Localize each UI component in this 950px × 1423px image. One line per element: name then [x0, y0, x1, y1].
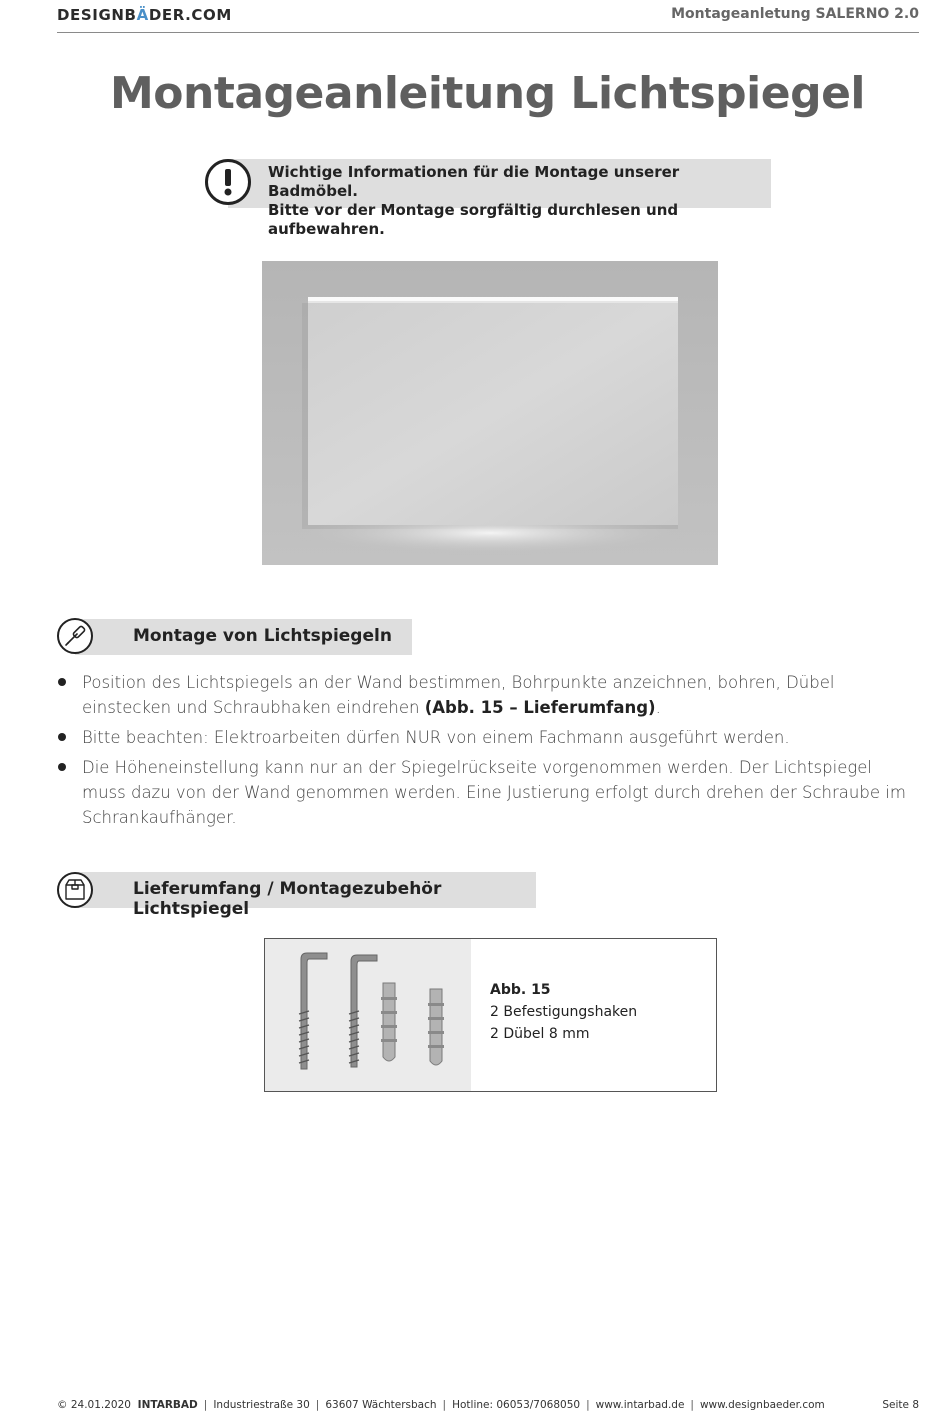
list-item: Bitte beachten: Elektroarbeiten dürfen NUR von einem Fachmann ausgeführt werden. — [57, 725, 919, 750]
hooks-and-dowels-photo — [265, 939, 471, 1091]
figure-caption — [490, 979, 637, 1045]
footer-date: © 24.01.2020 — [57, 1399, 131, 1411]
footer-link-intarbad[interactable]: www.intarbad.de — [595, 1399, 685, 1411]
footer-contact: © 24.01.2020 INTARBAD | Industriestraße 30 | 63607 Wächtersbach | Hotline: 06053/7068050 | www.intarbad.de | www.designbaeder.com — [57, 1399, 825, 1411]
section-heading-mounting: Montage von Lichtspiegeln — [75, 619, 412, 655]
figure-item-hooks: 2 Befestigungshaken — [490, 1004, 638, 1020]
figure-15 — [264, 938, 717, 1092]
page-number: Seite 8 — [882, 1399, 919, 1411]
footer-hotline: Hotline: 06053/7068050 — [452, 1399, 581, 1411]
important-notice — [228, 159, 771, 238]
page-title: Montageanleitung Lichtspiegel — [109, 68, 865, 119]
mirror-photo — [262, 261, 718, 565]
notice-line-1: Wichtige Informationen für die Montage unserer Badmöbel. — [268, 163, 680, 200]
document-title: Montageanletung SALERNO 2.0 — [671, 6, 919, 22]
figure-label: Abb. 15 — [490, 982, 551, 998]
package-icon — [57, 872, 93, 908]
screwdriver-icon — [57, 618, 93, 654]
footer-company: INTARBAD — [137, 1399, 198, 1411]
instruction-list — [57, 670, 919, 835]
figure-item-dowels: 2 Dübel 8 mm — [490, 1026, 590, 1042]
brand-logo: DESIGNBÄDER.COM — [57, 6, 232, 24]
section-heading-scope: Lieferumfang / Montagezubehör Lichtspiegel — [75, 872, 536, 908]
footer-link-designbaeder[interactable]: www.designbaeder.com — [699, 1399, 825, 1411]
page-header — [57, 0, 919, 33]
notice-line-2: Bitte vor der Montage sorgfältig durchlesen und aufbewahren. — [268, 201, 679, 238]
list-item: Die Höheneinstellung kann nur an der Spiegelrückseite vorgenommen werden. Der Lichtspiegel muss dazu von der Wand genommen werden. Eine Justierung erfolgt durch drehen der Schraube im Schrankaufhänger. — [57, 755, 919, 830]
exclamation-icon — [205, 159, 251, 205]
footer-street: Industriestraße 30 — [213, 1399, 310, 1411]
list-item: Position des Lichtspiegels an der Wand bestimmen, Bohrpunkte anzeichnen, bohren, Dübel einstecken und Schraubhaken eindrehen (Abb. 15 – Lieferumfang). — [57, 670, 919, 720]
footer-city: 63607 Wächtersbach — [325, 1399, 437, 1411]
